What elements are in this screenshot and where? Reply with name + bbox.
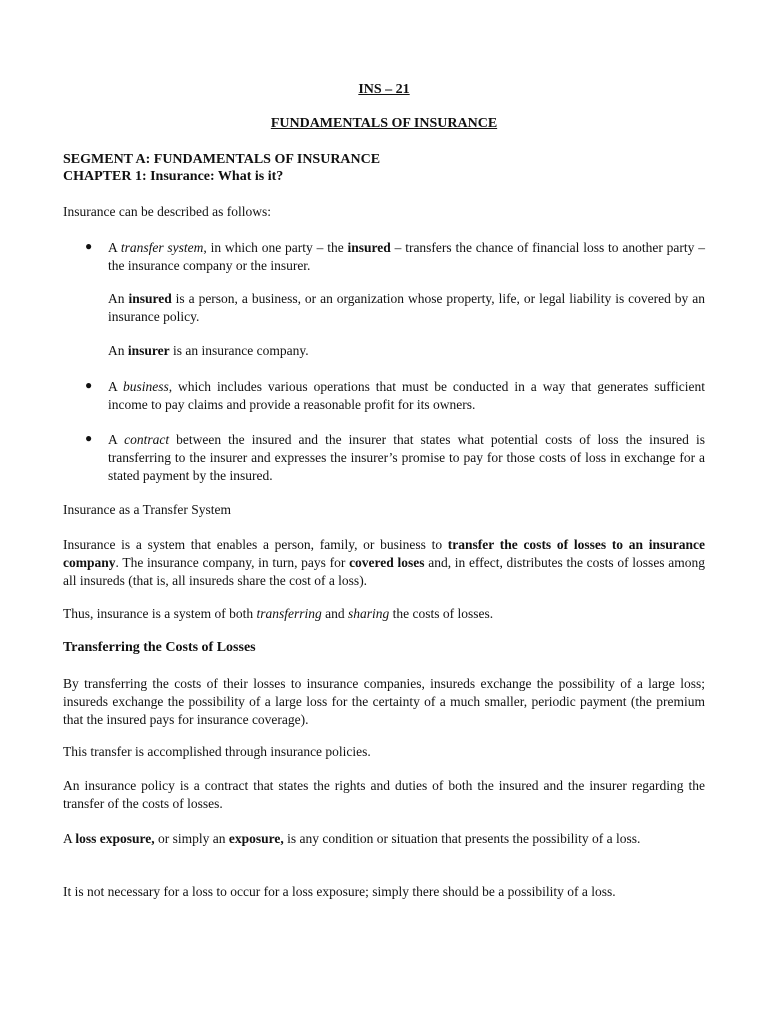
bullet-icon: ● <box>85 378 93 392</box>
policy-definition-paragraph: An insurance policy is a contract that states the rights and duties of both the insured and the insurer regarding the transfer of the costs of losses. <box>63 778 705 811</box>
bullet-business: A business, which includes various operations that must be conducted in a way that generates sufficient income to pay claims and provide a reasonable profit for its owners. <box>108 379 706 412</box>
segment-heading: SEGMENT A: FUNDAMENTALS OF INSURANCE <box>63 152 381 167</box>
bullet-transfer-system: A transfer system, in which one party – the insured – transfers the chance of financial loss to another party – the insurance company or the insurer. <box>108 240 705 273</box>
loss-exposure-paragraph: A loss exposure, or simply an exposure, is any condition or situation that presents the possibility of a loss. <box>63 831 641 846</box>
insurer-definition: An insurer is an insurance company. <box>108 343 309 358</box>
thus-paragraph: Thus, insurance is a system of both transferring and sharing the costs of losses. <box>63 606 494 621</box>
policies-paragraph: This transfer is accomplished through insurance policies. <box>63 744 371 759</box>
chapter-heading: CHAPTER 1: Insurance: What is it? <box>63 169 284 184</box>
costs-of-losses-heading: Transferring the Costs of Losses <box>63 640 256 655</box>
bullet-contract: A contract between the insured and the insurer that states what potential costs of loss the insured is transferring to the insurer and expresses the insurer’s promise to pay for those costs of loss in exchange for a stated payment by the insured. <box>108 432 705 483</box>
transfer-system-heading: Insurance as a Transfer System <box>63 502 231 517</box>
document-title: FUNDAMENTALS OF INSURANCE <box>270 116 498 131</box>
course-code: INS – 21 <box>358 82 410 97</box>
costs-of-losses-paragraph: By transferring the costs of their losses to insurance companies, insureds exchange the possibility of a large loss; insureds exchange the possibility of a large loss for the certainty of a much smaller, periodic payment (the premium that the insured pays for insurance coverage). <box>63 676 705 727</box>
transfer-system-paragraph: Insurance is a system that enables a person, family, or business to transfer the costs of losses to an insurance company. The insurance company, in turn, pays for covered loses and, in effect, distributes the costs of losses among all insureds (that is, all insureds share the cost of a loss). <box>63 537 706 588</box>
bullet-icon: ● <box>85 431 93 445</box>
intro-paragraph: Insurance can be described as follows: <box>63 204 272 219</box>
not-necessary-paragraph: It is not necessary for a loss to occur for a loss exposure; simply there should be a possibility of a loss. <box>63 884 616 899</box>
bullet-icon: ● <box>85 239 93 253</box>
insured-definition: An insured is a person, a business, or an organization whose property, life, or legal liability is covered by an insurance policy. <box>108 291 705 324</box>
